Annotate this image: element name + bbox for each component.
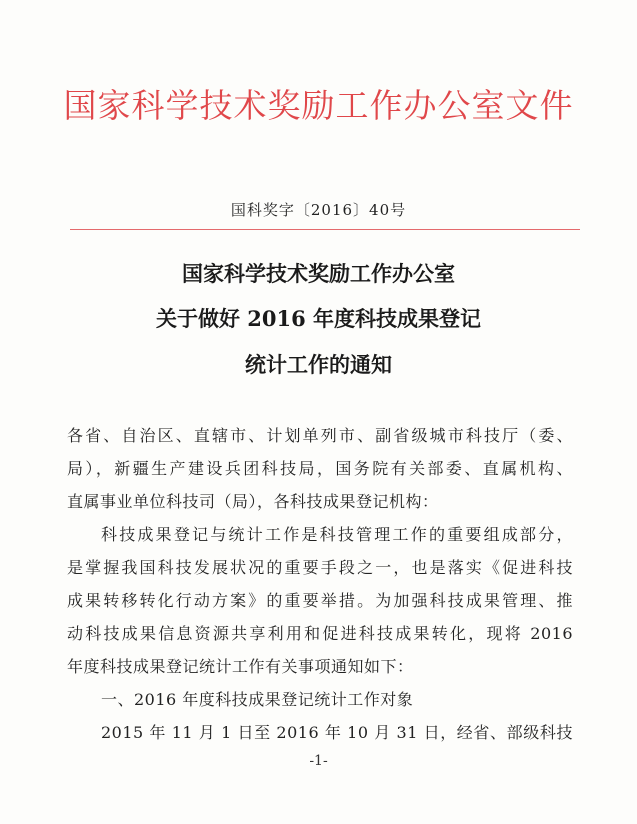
addressee-line-3: 直属事业单位科技司（局），各科技成果登记机构：: [67, 492, 439, 511]
red-divider-line: [70, 229, 580, 230]
paragraph-line-1: 科技成果登记与统计工作是科技管理工作的重要组成部分，: [101, 525, 573, 544]
notice-title-line-3: 统计工作的通知: [245, 352, 392, 377]
page-number: -1-: [309, 753, 328, 769]
paragraph-line-2: 是掌握我国科技发展状况的重要手段之一，也是落实《促进科技: [67, 558, 573, 577]
paragraph-line-4: 动科技成果信息资源共享利用和促进科技成果转化，现将 2016: [67, 624, 573, 643]
paragraph-line-5: 年度科技成果登记统计工作有关事项通知如下：: [67, 657, 414, 676]
paragraph-line-3: 成果转移转化行动方案》的重要举措。为加强科技成果管理、推: [67, 591, 573, 610]
notice-title-line-2: 关于做好 2016 年度科技成果登记: [155, 306, 482, 331]
notice-title-line-1: 国家科学技术奖励工作办公室: [182, 261, 455, 286]
addressee-line-2: 局），新疆生产建设兵团科技局，国务院有关部委、直属机构、: [67, 459, 573, 478]
document-number: 国科奖字〔2016〕40号: [230, 201, 407, 219]
section-body-line-1: 2015 年 11 月 1 日至 2016 年 10 月 31 日，经省、部级科技: [101, 723, 573, 742]
addressee-line-1: 各省、自治区、直辖市、计划单列市、副省级城市科技厅（委、: [67, 426, 573, 445]
document-header-title: 国家科学技术奖励工作办公室文件: [63, 86, 574, 125]
section-heading: 一、2016 年度科技成果登记统计工作对象: [101, 690, 414, 709]
